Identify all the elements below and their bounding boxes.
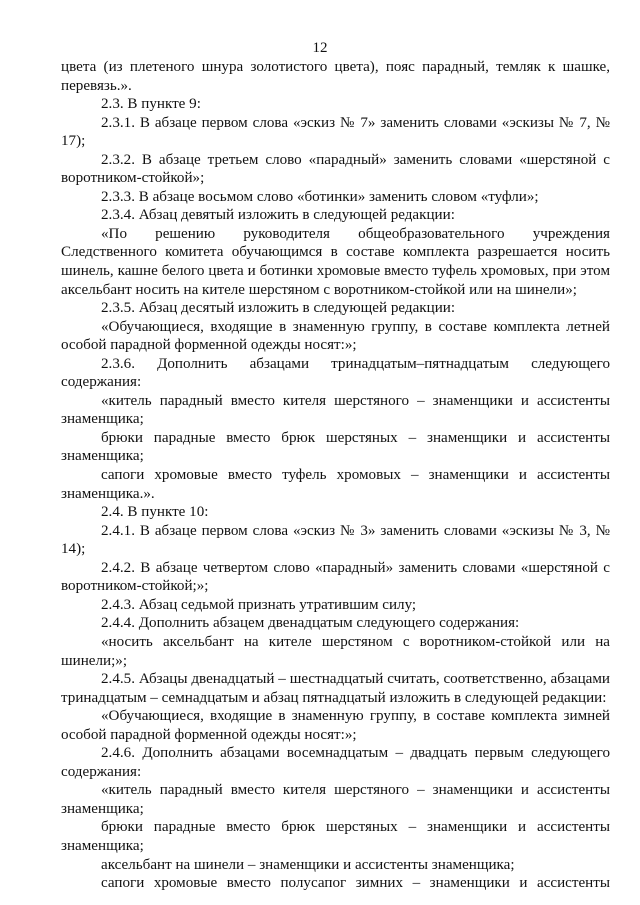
paragraph: «Обучающиеся, входящие в знаменную группу, в составе комплекта летней особой парадной форменной одежды носят:»; (61, 318, 610, 354)
paragraph: 2.4. В пункте 10: (101, 504, 209, 521)
paragraph: сапоги хромовые вместо туфель хромовых – знаменщики и ассистенты знаменщика.». (61, 467, 610, 502)
paragraph: «По решению руководителя общеобразовательного учреждения Следственного комитета обучающимся в составе комплекта разрешается носить шинель, кашне белого цвета и ботинки хромовые вместо туфель хромовых, при этом аксельбант носить на кителе шерстяном с воротником-стойкой или на шинели»; (61, 225, 610, 298)
paragraph: 2.4.6. Дополнить абзацами восемнадцатым – двадцать первым следующего содержания: (61, 745, 610, 780)
paragraph: брюки парадные вместо брюк шерстяных – знаменщики и ассистенты знаменщика; (61, 429, 610, 465)
paragraph: 2.3. В пункте 9: (101, 96, 201, 113)
paragraph: «носить аксельбант на кителе шерстяном с воротником-стойкой или на шинели;»; (61, 633, 610, 669)
paragraph: 2.4.5. Абзацы двенадцатый – шестнадцатый считать, соответственно, абзацами тринадцатым – семнадцатым и абзац пятнадцатый изложить в следующей редакции: (61, 671, 610, 706)
paragraph: 2.4.1. В абзаце первом слова «эскиз № 3» заменить словами «эскизы № 3, № 14); (61, 522, 610, 558)
paragraph: 2.3.1. В абзаце первом слова «эскиз № 7» заменить словами «эскизы № 7, № 17); (61, 114, 610, 150)
paragraph: 2.3.2. В абзаце третьем слово «парадный» заменить словами «шерстяной с воротником-стойкой»; (61, 151, 610, 187)
paragraph: 2.4.3. Абзац седьмой признать утратившим силу; (101, 596, 417, 613)
paragraph: аксельбант на шинели – знаменщики и ассистенты знаменщика; (101, 856, 515, 873)
paragraph: 2.3.4. Абзац девятый изложить в следующей редакции: (101, 207, 455, 224)
paragraph: «китель парадный вместо кителя шерстяного – знаменщики и ассистенты знаменщика; (61, 782, 610, 817)
page-number: 12 (312, 40, 328, 56)
document-body (61, 58, 610, 893)
paragraph: 2.3.3. В абзаце восьмом слово «ботинки» заменить словом «туфли»; (101, 188, 539, 205)
paragraph: 2.4.2. В абзаце четвертом слово «парадный» заменить словами «шерстяной с воротником-стойкой;»; (61, 559, 610, 595)
paragraph: «Обучающиеся, входящие в знаменную группу, в составе комплекта зимней особой парадной форменной одежды носят:»; (61, 708, 610, 743)
paragraph: 2.4.4. Дополнить абзацем двенадцатым следующего содержания: (101, 615, 520, 632)
paragraph: брюки парадные вместо брюк шерстяных – знаменщики и ассистенты знаменщика; (61, 819, 610, 854)
paragraph: 2.3.5. Абзац десятый изложить в следующей редакции: (101, 300, 456, 317)
paragraph: сапоги хромовые вместо полусапог зимних – знаменщики и ассистенты (101, 875, 610, 892)
paragraph: цвета (из плетеного шнура золотистого цвета), пояс парадный, темляк к шашке, перевязь.». (61, 59, 610, 94)
paragraph: 2.3.6. Дополнить абзацами тринадцатым–пятнадцатым следующего содержания: (61, 355, 610, 391)
paragraph: «китель парадный вместо кителя шерстяного – знаменщики и ассистенты знаменщика; (61, 392, 610, 428)
